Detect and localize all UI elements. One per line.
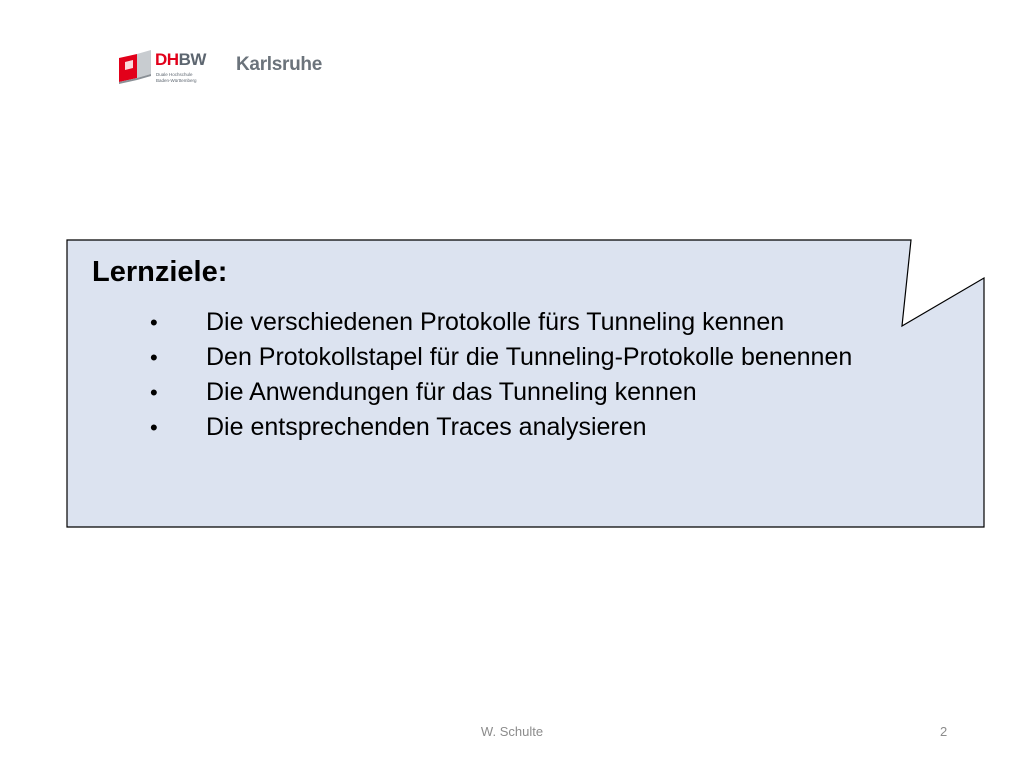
bullet-icon: • bbox=[150, 310, 158, 335]
logo-city: Karlsruhe bbox=[236, 54, 323, 75]
footer-author: W. Schulte bbox=[480, 724, 544, 739]
learning-goal-item bbox=[92, 306, 972, 339]
learning-goal-item bbox=[92, 341, 972, 374]
logo-wordmark-bw: BW bbox=[178, 50, 206, 69]
learning-goal-text: Die entsprechenden Traces analysieren bbox=[206, 413, 647, 441]
logo-subtitle-line1: Duale Hochschule bbox=[156, 72, 193, 77]
learning-goals-list bbox=[92, 306, 972, 444]
learning-goals-heading: Lernziele: bbox=[92, 256, 228, 288]
bullet-icon: • bbox=[150, 345, 158, 370]
learning-goal-text: Die Anwendungen für das Tunneling kennen bbox=[206, 378, 697, 406]
footer-page-number: 2 bbox=[940, 724, 948, 739]
learning-goal-text: Die verschiedenen Protokolle fürs Tunneling kennen bbox=[206, 308, 785, 336]
callout-content bbox=[92, 252, 972, 446]
logo-subtitle-line2: Baden-Württemberg bbox=[156, 77, 197, 83]
learning-goal-item bbox=[92, 411, 972, 444]
bullet-icon: • bbox=[150, 380, 158, 405]
learning-goal-text: Den Protokollstapel für die Tunneling-Protokolle benennen bbox=[206, 343, 853, 371]
bullet-icon: • bbox=[150, 415, 158, 440]
learning-goal-item bbox=[92, 376, 972, 409]
logo-wordmark-dh: DH bbox=[155, 50, 179, 69]
